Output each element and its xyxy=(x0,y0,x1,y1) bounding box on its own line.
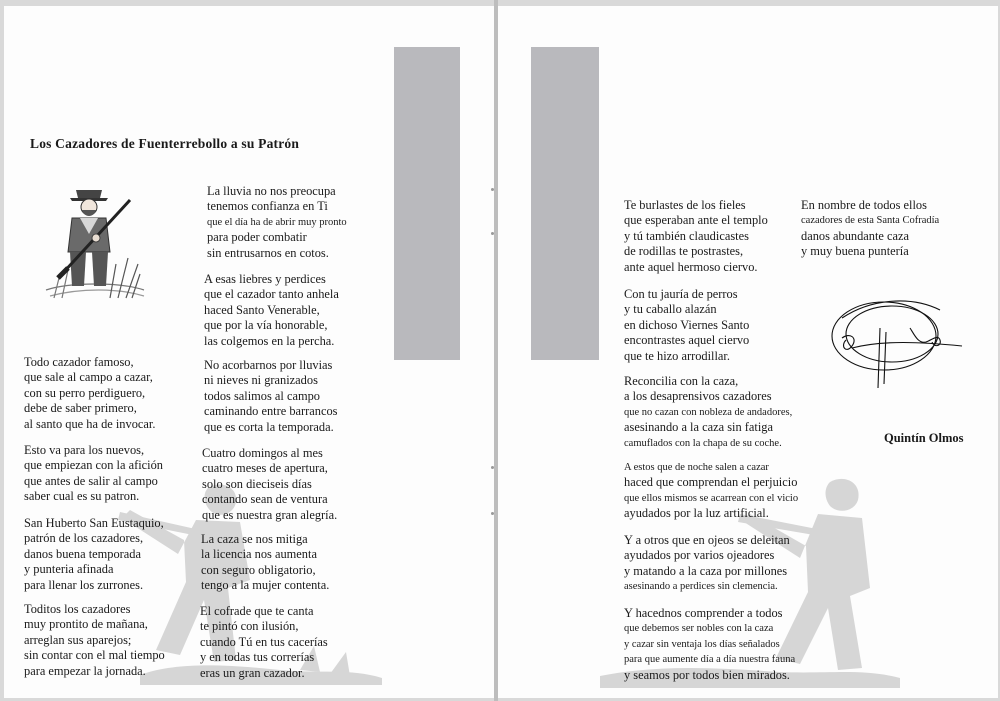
stanza xyxy=(200,604,328,681)
verse-line: saber cual es su patron. xyxy=(24,489,140,504)
verse-line: asesinando a la caza sin fatiga xyxy=(624,420,773,435)
verse-line: cuatro meses de apertura, xyxy=(202,461,328,476)
stanza xyxy=(207,184,347,261)
verse-line: ante aquel hermoso ciervo. xyxy=(624,259,758,274)
verse-line: sin entrusarnos en cotos. xyxy=(207,245,329,260)
verse-line: ayudados por varios ojeadores xyxy=(624,548,775,563)
left-gray-band xyxy=(394,47,460,360)
verse-line: las colgemos en la percha. xyxy=(204,333,335,348)
verse-line: solo son dieciseis días xyxy=(202,476,312,491)
stanza xyxy=(624,460,798,522)
verse-line: que antes de salir al campo xyxy=(24,473,158,488)
binding-hole-icon xyxy=(491,232,494,235)
verse-line: con su perro perdiguero, xyxy=(24,385,146,400)
verse-line: danos buena temporada xyxy=(24,546,141,561)
verse-line: te pintó con ilusión, xyxy=(200,619,299,634)
verse-line: que el cazador tanto anhela xyxy=(204,287,339,302)
stanza xyxy=(24,516,164,593)
verse-line: y tu caballo alazán xyxy=(624,302,717,317)
verse-line: para que aumente día a día nuestra fauna xyxy=(624,654,796,666)
verse-line: que es corta la temporada. xyxy=(204,419,334,434)
verse-line: que es nuestra gran alegría. xyxy=(202,507,338,522)
verse-line: todos salimos al campo xyxy=(204,388,320,403)
verse-line: haced que comprendan el perjuicio xyxy=(624,475,798,490)
verse-line: danos abundante caza xyxy=(801,228,910,243)
verse-line: al santo que ha de invocar. xyxy=(24,416,156,431)
verse-line: muy prontito de mañana, xyxy=(24,617,148,632)
verse-line: tenemos confianza en Ti xyxy=(207,199,328,214)
verse-line: ni nieves ni granizados xyxy=(204,373,318,388)
verse-line: contando sean de ventura xyxy=(202,492,328,507)
verse-line: caminando entre barrancos xyxy=(204,404,338,419)
verse-line: que el día ha de abrir muy pronto xyxy=(207,216,347,228)
verse-line: Reconcilia con la caza, xyxy=(624,374,739,388)
stanza xyxy=(801,198,939,260)
verse-line: sin contar con el mal tiempo xyxy=(24,648,165,663)
verse-line: No acorbarnos por lluvias xyxy=(204,358,333,372)
verse-line: y muy buena puntería xyxy=(801,244,909,259)
stanza xyxy=(624,606,795,683)
verse-line: A estos que de noche salen a cazar xyxy=(624,462,769,473)
stanza xyxy=(204,272,339,349)
right-gray-band xyxy=(531,47,599,360)
poem-title: Los Cazadores de Fuenterrebollo a su Patrón xyxy=(30,136,300,151)
verse-line: la licencia nos aumenta xyxy=(201,547,317,562)
verse-line: La lluvia no nos preocupa xyxy=(207,184,336,198)
verse-line: cuando Tú en tus cacerías xyxy=(200,634,328,649)
verse-line: camuflados con la chapa de su coche. xyxy=(624,437,782,449)
verse-line: Te burlastes de los fieles xyxy=(624,198,746,212)
verse-line: San Huberto San Eustaquio, xyxy=(24,516,164,530)
verse-line: cazadores de esta Santa Cofradía xyxy=(801,215,940,227)
verse-line: Y a otros que en ojeos se deleitan xyxy=(624,533,790,547)
verse-line: patrón de los cazadores, xyxy=(24,531,144,546)
verse-line: que empiezan con la afición xyxy=(24,458,163,473)
author-name: Quintín Olmos xyxy=(884,431,964,445)
verse-line: a los desaprensivos cazadores xyxy=(624,389,772,404)
verse-line: que no cazan con nobleza de andadores, xyxy=(624,406,793,418)
verse-line: que por la vía honorable, xyxy=(204,318,328,333)
verse-line: que ellos mismos se acarrean con el vicio xyxy=(624,492,799,504)
verse-line: Esto va para los nuevos, xyxy=(24,443,145,457)
stanza xyxy=(624,287,749,364)
verse-line: para empezar la jornada. xyxy=(24,663,146,678)
verse-line: Con tu jauría de perros xyxy=(624,287,738,301)
binding-hole-icon xyxy=(491,188,494,191)
signature-icon xyxy=(822,288,972,398)
verse-line: La caza se nos mitiga xyxy=(201,532,308,546)
verse-line: de rodillas te postrastes, xyxy=(624,244,744,259)
verse-line: que te hizo arrodillar. xyxy=(624,348,730,363)
binding-hole-icon xyxy=(491,466,494,469)
stanza xyxy=(24,443,163,505)
verse-line: que sale al campo a cazar, xyxy=(24,370,153,385)
verse-line: que debemos ser nobles con la caza xyxy=(624,623,774,635)
verse-line: Toditos los cazadores xyxy=(24,602,131,616)
stanza xyxy=(624,198,768,275)
verse-line: que esperaban ante el templo xyxy=(624,213,768,228)
stanza xyxy=(24,355,155,432)
verse-line: para poder combatir xyxy=(207,230,307,245)
verse-line: para llenar los zurrones. xyxy=(24,577,144,592)
verse-line: En nombre de todos ellos xyxy=(801,198,927,212)
verse-line: y en todas tus correrías xyxy=(200,650,315,665)
stanza xyxy=(204,358,337,435)
verse-line: El cofrade que te canta xyxy=(200,604,314,618)
verse-line: eras un gran cazador. xyxy=(200,665,305,680)
verse-line: arreglan sus aparejos; xyxy=(24,632,132,647)
verse-line: y cazar sin ventaja los días señalados xyxy=(624,638,780,650)
verse-line: debe de saber primero, xyxy=(24,401,137,416)
stanza xyxy=(624,374,792,451)
verse-line: Y hacednos comprender a todos xyxy=(624,606,783,620)
verse-line: y tú también claudicastes xyxy=(624,228,749,243)
verse-line: tengo a la mujer contenta. xyxy=(201,578,330,593)
stanza xyxy=(624,533,790,595)
hunter-illustration-icon xyxy=(40,178,150,304)
verse-line: y matando a la caza por millones xyxy=(624,563,788,578)
verse-line: con seguro obligatorio, xyxy=(201,562,316,577)
verse-line: A esas liebres y perdices xyxy=(204,272,326,286)
verse-line: haced Santo Venerable, xyxy=(204,302,320,317)
verse-line: asesinando a perdices sin clemencia. xyxy=(624,581,778,593)
verse-line: y seamos por todos bien mirados. xyxy=(624,667,790,682)
binding-hole-icon xyxy=(491,512,494,515)
verse-line: y punteria afinada xyxy=(24,562,114,577)
verse-line: encontrastes aquel ciervo xyxy=(624,333,750,348)
stanza xyxy=(202,446,337,523)
verse-line: Cuatro domingos al mes xyxy=(202,446,323,460)
verse-line: Todo cazador famoso, xyxy=(24,355,134,369)
stanza xyxy=(201,532,329,594)
verse-line: ayudados por la luz artificial. xyxy=(624,506,769,521)
stanza xyxy=(24,602,165,679)
verse-line: en dichoso Viernes Santo xyxy=(624,317,750,332)
